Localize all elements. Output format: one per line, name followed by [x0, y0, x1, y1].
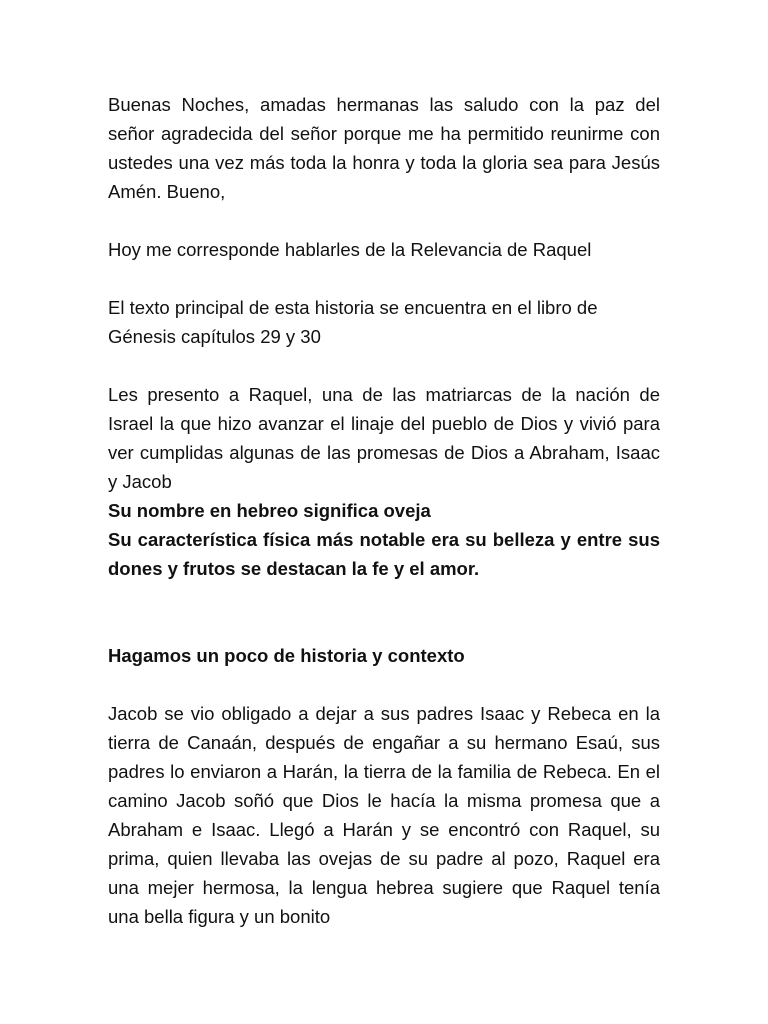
topic-paragraph: Hoy me corresponde hablarles de la Relevancia de Raquel: [108, 239, 592, 260]
characteristics-paragraph: Su característica física más notable era su belleza y entre sus dones y frutos se destacan la fe y el amor.: [108, 529, 660, 579]
greeting-paragraph: Buenas Noches, amadas hermanas las saludo con la paz del señor agradecida del señor porque me ha permitido reunirme con ustedes una vez más toda la honra y toda la gloria sea para Jesús Amén. Bueno,: [108, 94, 660, 202]
name-meaning-line: Su nombre en hebreo significa oveja: [108, 500, 431, 521]
introduction-paragraph: Les presento a Raquel, una de las matriarcas de la nación de Israel la que hizo avanzar el linaje del pueblo de Dios y vivió para ver cumplidas algunas de las promesas de Dios a Abraham, Isaac y Jacob: [108, 384, 660, 492]
history-paragraph: Jacob se vio obligado a dejar a sus padres Isaac y Rebeca en la tierra de Canaán, después de engañar a su hermano Esaú, sus padres lo enviaron a Harán, la tierra de la familia de Rebeca. En el camino Jacob soñó que Dios le hacía la misma promesa que a Abraham e Isaac. Llegó a Harán y se encontró con Raquel, su prima, quien llevaba las ovejas de su padre al pozo, Raquel era una mejer hermosa, la lengua hebrea sugiere que Raquel tenía una bella figura y un bonito: [108, 703, 660, 927]
main-text-paragraph: El texto principal de esta historia se encuentra en el libro de Génesis capítulos 29 y 30: [108, 297, 598, 347]
section-heading: Hagamos un poco de historia y contexto: [108, 645, 465, 666]
document-page: [108, 90, 660, 931]
